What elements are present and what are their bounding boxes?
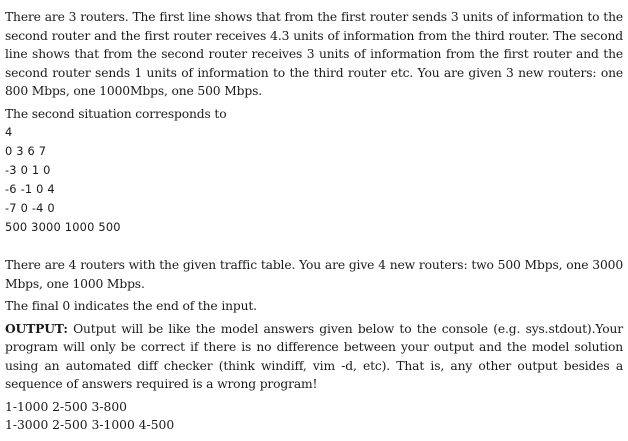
input-line: -6 -1 0 4 [5,182,55,196]
input-line: -3 0 1 0 [5,163,51,177]
input-line: -7 0 -4 0 [5,201,55,215]
answer-block [5,398,623,435]
output-text: Output will be like the model answers given below to the console (e.g. sys.stdout).Your program will only be correct if there is no difference between your output and the model solution using an automated diff checker (think windiff, vim -d, etc). That is, any other output besides a sequence of answers required is a wrong program! [5,321,623,391]
input-line: 500 3000 1000 500 [5,220,121,234]
answer-line: 1-1000 2-500 3-800 [5,399,127,414]
final-note: The final 0 indicates the end of the input. [5,299,257,313]
document-page [5,8,623,435]
input-line: 4 [5,125,13,139]
input-line: 0 3 6 7 [5,144,47,158]
spacer [5,237,623,256]
output-label: OUTPUT: [5,320,68,336]
intro-paragraph: There are 3 routers. The first line shows that from the first router sends 3 units of information to the second router and the first router receives 4.3 units of information from the third router. The second line shows that from the second router receives 3 units of information from the first router and the second router sends 1 units of information to the third router etc. You are given 3 new routers: one 800 Mbps, one 1000Mbps, one 500 Mbps. [5,10,623,98]
output-paragraph [5,320,623,394]
input-block [5,123,623,237]
answer-line: 1-3000 2-500 3-1000 4-500 [5,418,175,432]
traffic-paragraph: There are 4 routers with the given traffic table. You are give 4 new routers: two 500 Mbps, one 3000 Mbps, one 1000 Mbps. [5,258,623,291]
second-situation-heading: The second situation corresponds to [5,106,227,121]
